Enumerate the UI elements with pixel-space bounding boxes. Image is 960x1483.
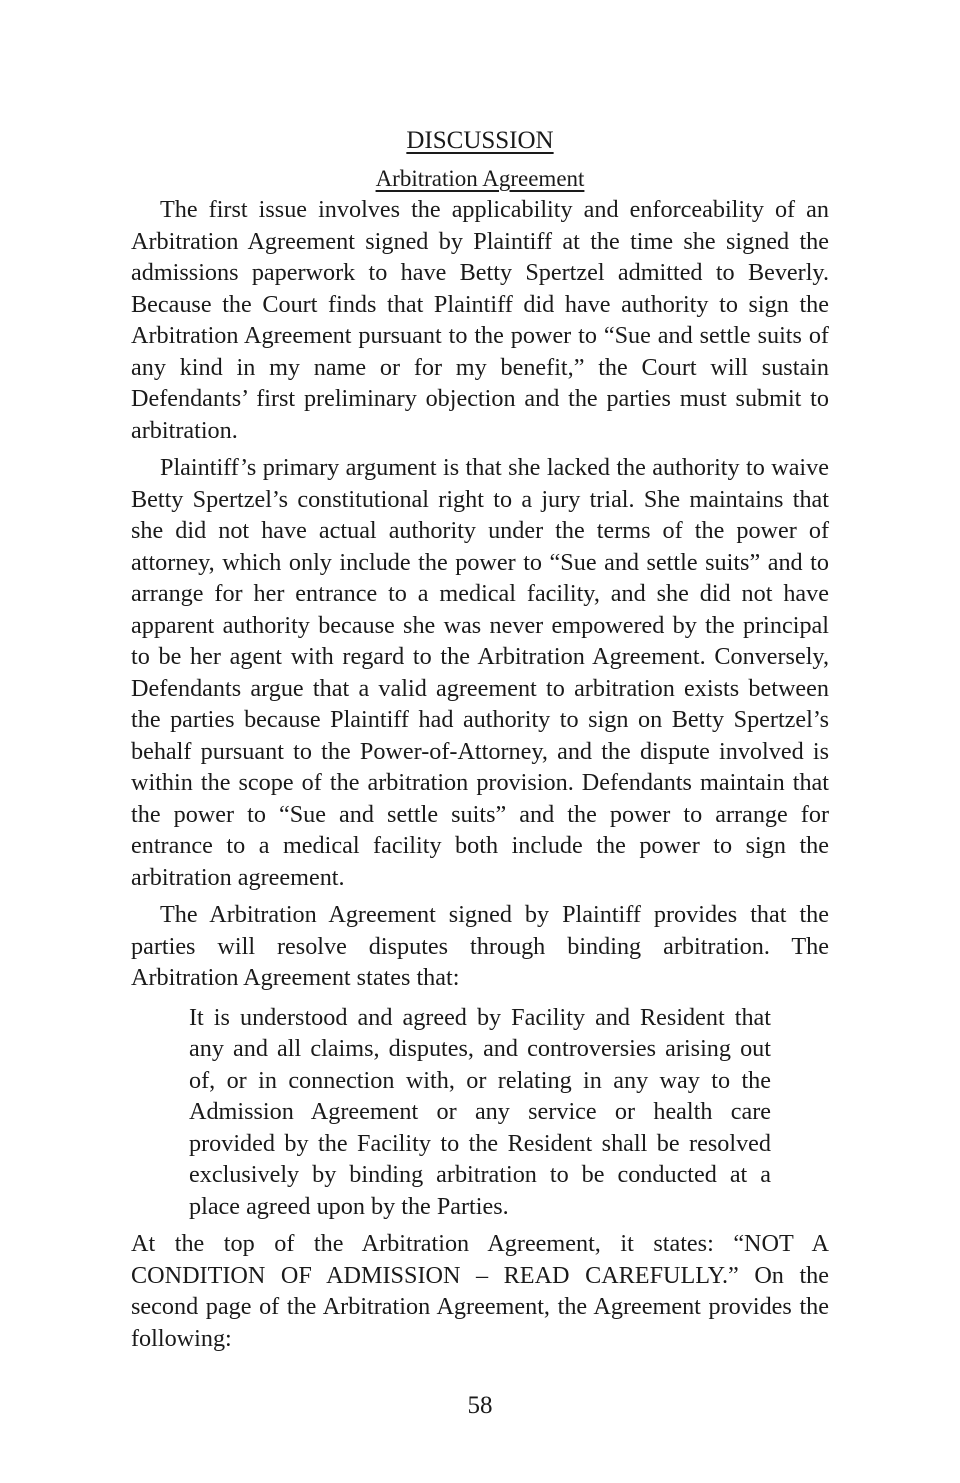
paragraph-first-issue: The first issue involves the applicability and enforceability of an Arbitration Agreement signed by Plaintiff at the time she signed the admissions paperwork to have Betty Spertzel admitted to Beverly. Because the Court finds that Plaintiff did have authority to sign the Arbitration Agreement pursuant to the power to “Sue and settle suits of any kind in my name or for my benefit,” the Court will sustain Defendants’ first preliminary objection and the parties must submit to arbitration. bbox=[131, 196, 829, 444]
document-page bbox=[131, 124, 829, 1360]
subsection-heading: Arbitration Agreement bbox=[375, 166, 585, 191]
paragraph-plaintiff-argument: Plaintiff’s primary argument is that she lacked the authority to waive Betty Spertzel’s constitutional right to a jury trial. She maintains that she did not have actual authority under the terms of the power of attorney, which only include the power to “Sue and settle suits” and to arrange for her entrance to a medical facility, and she did not have apparent authority because she was never empowered by the principal to be her agent with regard to the Arbitration Agreement. Conversely, Defendants argue that a valid agreement to arbitration exists between the parties because Plaintiff had authority to sign on Betty Spertzel’s behalf pursuant to the Power-of-Attorney, and the dispute involved is within the scope of the arbitration provision. Defendants maintain that the power to “Sue and settle suits” and the power to arrange for entrance to a medical facility both include the power to sign the arbitration agreement. bbox=[131, 454, 829, 891]
paragraph-closing: At the top of the Arbitration Agreement, it states: “NOT A CONDITION OF ADMISSION – READ CAREFULLY.” On the second page of the Arbitration Agreement, the Agreement provides the following: bbox=[131, 1230, 829, 1352]
page-number: 58 bbox=[467, 1392, 493, 1419]
paragraph-agreement-intro: The Arbitration Agreement signed by Plaintiff provides that the parties will resolve disputes through binding arbitration. The Arbitration Agreement states that: bbox=[131, 901, 829, 991]
section-heading: DISCUSSION bbox=[406, 127, 554, 154]
block-quote-arbitration-clause: It is understood and agreed by Facility and Resident that any and all claims, disputes, and controversies arising out of, or in connection with, or relating in any way to the Admission Agreement or any service or health care provided by the Facility to the Resident shall be resolved exclusively by binding arbitration to be conducted at a place agreed upon by the Parties. bbox=[189, 1003, 771, 1220]
